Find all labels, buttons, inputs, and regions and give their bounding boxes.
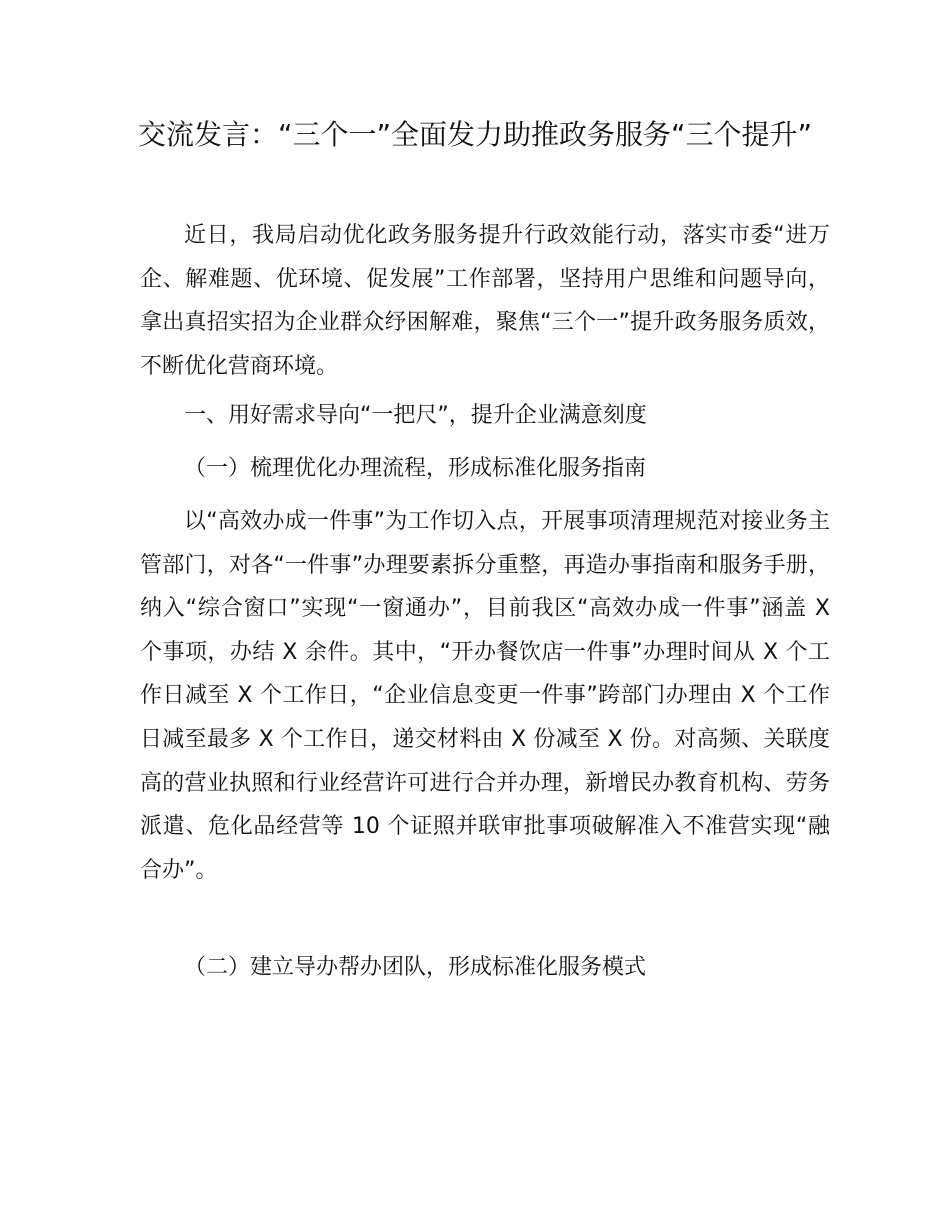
body-paragraph-1: 以“高效办成一件事”为工作切入点，开展事项清理规范对接业务主管部门，对各“一件事”办理要素拆分重整，再造办事指南和服务手册，纳入“综合窗口”实现“一窗通办”，目前我区“高效办成一件事”涵盖 X 个事项，办结 X 余件。其中，“开办餐饮店一件事”办理时间从 X 个工作日减至 X 个工作日，“企业信息变更一件事”跨部门办理由 X 个工作日减至最多 X 个工作日，递交材料由 X 份减至 X 份。对高频、关联度高的营业执照和行业经营许可进行合并办理，新增民办教育机构、劳务派遣、危化品经营等 10 个证照并联审批事项破解准入不准营实现“融合办”。: [140, 509, 830, 883]
subsection-heading-2: （二）建立导办帮办团队，形成标准化服务模式: [184, 955, 647, 980]
intro-paragraph: 近日，我局启动优化政务服务提升行政效能行动，落实市委“进万企、解难题、优环境、促发展”工作部署，坚持用户思维和问题导向，拿出真招实招为企业群众纾困解难，聚焦“三个一”提升政务服务质效，不断优化营商环境。: [140, 223, 830, 379]
subsection-heading-1: （一）梳理优化办理流程，形成标准化服务指南: [184, 456, 647, 481]
document-title: 交流发言：“三个一”全面发力助推政务服务“三个提升”: [137, 118, 813, 151]
section-heading-1: 一、用好需求导向“一把尺”，提升企业满意刻度: [184, 403, 647, 428]
